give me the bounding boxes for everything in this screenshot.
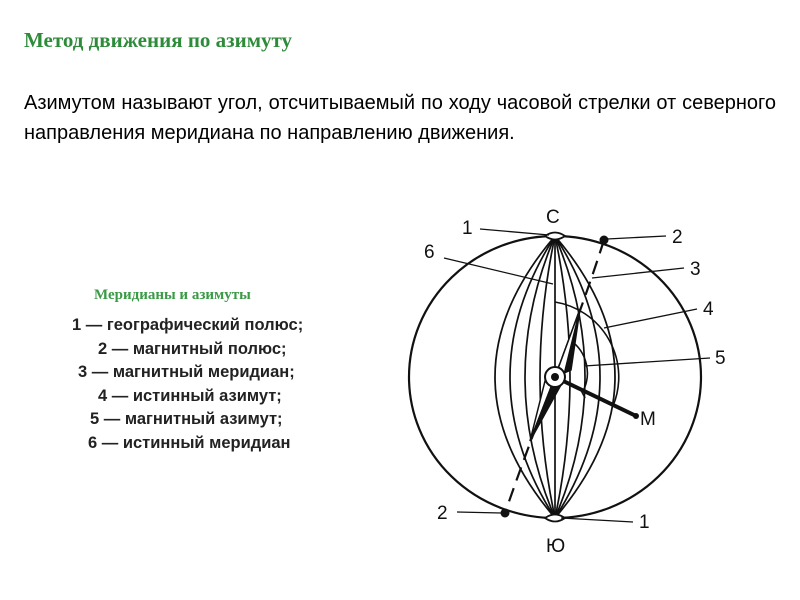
legend-item-geographic-pole: 1 — географический полюс;: [72, 316, 304, 334]
leader-mag-pole-bottom: [457, 512, 501, 513]
legend-item-magnetic-pole: 2 — магнитный полюс;: [98, 339, 287, 358]
legend-title: Меридианы и азимуты: [94, 287, 251, 303]
south-label: Ю: [546, 536, 566, 557]
callout-1-top: 1: [462, 218, 473, 239]
magnetic-pole-north: [600, 236, 609, 245]
callout-1-bottom: 1: [639, 512, 650, 533]
azimuth-definition: Азимутом называют угол, отсчитываемый по ходу часовой стрелки от северного направления меридиана по направлению движения.: [24, 92, 776, 144]
callout-3: 3: [690, 259, 701, 280]
point-m-marker: [633, 413, 639, 419]
callout-4: 4: [703, 299, 714, 320]
leader-geo-pole-bottom: [561, 518, 633, 522]
leader-true-azimuth: [604, 309, 697, 328]
leader-mag-azimuth: [584, 358, 710, 366]
magnetic-pole-south: [501, 509, 510, 518]
meridian-globe-diagram: [400, 200, 800, 560]
callout-5: 5: [715, 348, 726, 369]
legend-item-true-azimuth: 4 — истинный азимут;: [98, 386, 282, 405]
legend-item-true-meridian: 6 — истинный меридиан: [88, 433, 291, 452]
callout-2-bottom: 2: [437, 503, 448, 524]
point-m-label: М: [640, 409, 656, 430]
legend-list: [72, 314, 303, 455]
callout-2-top: 2: [672, 227, 683, 248]
leader-mag-pole-top: [607, 236, 666, 239]
slide-title: Метод движения по азимуту: [24, 28, 293, 52]
compass-pivot-inner: [551, 373, 559, 381]
geographic-pole-north: [545, 233, 565, 240]
leader-mag-meridian: [592, 268, 684, 278]
callout-6: 6: [424, 242, 435, 263]
leader-geo-pole-top: [480, 229, 549, 235]
legend-item-magnetic-azimuth: 5 — магнитный азимут;: [90, 410, 283, 428]
legend-item-magnetic-meridian: 3 — магнитный меридиан;: [78, 363, 295, 381]
direction-to-m-line: [555, 377, 636, 416]
north-label: С: [546, 207, 560, 228]
